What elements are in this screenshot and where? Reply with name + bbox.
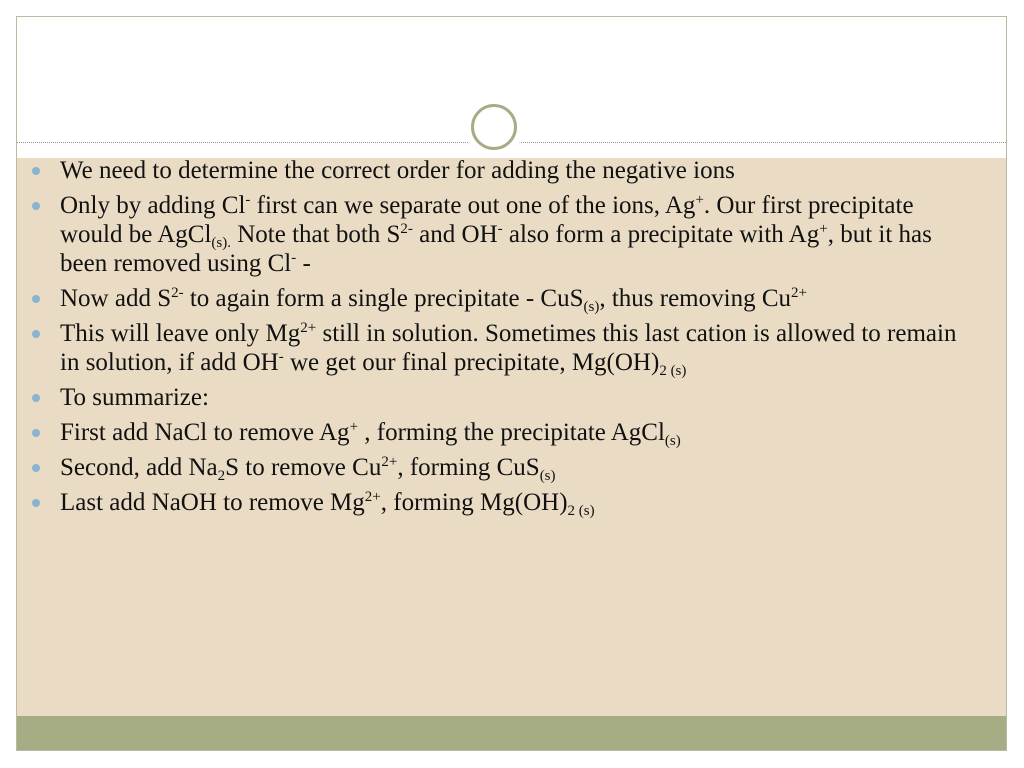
superscript: - <box>278 349 284 365</box>
bullet-dot-icon <box>32 167 40 175</box>
bullet-text: , forming Mg(OH) <box>380 489 568 516</box>
bullet-text: Now add S <box>60 285 172 312</box>
superscript: 2- <box>171 285 184 301</box>
superscript: 2+ <box>300 320 317 336</box>
bullet-item <box>30 383 965 412</box>
bullet-item <box>30 319 965 377</box>
footer-bar <box>17 716 1006 750</box>
bullet-dot-icon <box>32 202 40 210</box>
bullet-item <box>30 418 965 447</box>
bullet-text: Note that both S <box>230 221 401 248</box>
superscript: 2+ <box>364 489 381 505</box>
bullet-list <box>30 156 965 523</box>
bullet-dot-icon <box>32 499 40 507</box>
bullet-text: First add NaCl to remove Ag <box>60 419 350 446</box>
subscript: 2 (s) <box>567 503 595 519</box>
bullet-item <box>30 284 965 313</box>
superscript: + <box>695 192 704 208</box>
subscript: 2 (s) <box>659 363 687 379</box>
bullet-text: to again form a single precipitate - CuS <box>183 285 584 312</box>
bullet-text: , but it has been removed using Cl <box>60 221 932 277</box>
superscript: - <box>497 221 503 237</box>
superscript: + <box>349 419 359 435</box>
bullet-text: Second, add Na <box>60 454 218 481</box>
superscript: - <box>291 250 297 266</box>
superscript: 2+ <box>381 454 398 470</box>
subscript: (s) <box>583 299 600 315</box>
superscript: 2+ <box>791 285 807 301</box>
bullet-text: we get our final precipitate, Mg(OH) <box>283 349 660 376</box>
subscript: (s) <box>664 433 681 449</box>
bullet-dot-icon <box>32 429 40 437</box>
bullet-text: , forming the precipitate AgCl <box>358 419 665 446</box>
bullet-text: also form a precipitate with Ag <box>502 221 820 248</box>
superscript: + <box>819 221 828 237</box>
bullet-text: still in solution. Sometimes this last cation is allowed to remain in solution, if add OH <box>60 320 957 376</box>
bullet-text: , forming CuS <box>397 454 540 481</box>
bullet-text: . Our first precipitate would be AgCl <box>60 192 914 248</box>
bullet-dot-icon <box>32 330 40 338</box>
bullet-text: This will leave only Mg <box>60 320 301 347</box>
circle-ring <box>471 104 517 150</box>
bullet-text: Only by adding Cl <box>60 192 246 219</box>
bullet-text: To summarize: <box>60 384 209 411</box>
bullet-text: first can we separate out one of the ions, Ag <box>250 192 696 219</box>
bullet-dot-icon <box>32 464 40 472</box>
superscript: - <box>245 192 251 208</box>
bullet-item <box>30 191 965 278</box>
bullet-item <box>30 453 965 482</box>
bullet-text: Last add NaOH to remove Mg <box>60 489 365 516</box>
circle-ornament-icon <box>464 97 524 157</box>
bullet-text: We need to determine the correct order for adding the negative ions <box>60 157 735 184</box>
bullet-text: and OH <box>412 221 498 248</box>
bullet-item <box>30 156 965 185</box>
bullet-item <box>30 488 965 517</box>
bullet-text: - <box>296 250 311 277</box>
subscript: (s). <box>211 235 231 251</box>
bullet-text: S to remove Cu <box>225 454 382 481</box>
bullet-dot-icon <box>32 394 40 402</box>
bullet-text: , thus removing Cu <box>599 285 791 312</box>
subscript: 2 <box>217 468 226 484</box>
bullet-dot-icon <box>32 295 40 303</box>
superscript: 2- <box>400 221 413 237</box>
subscript: (s) <box>539 468 556 484</box>
